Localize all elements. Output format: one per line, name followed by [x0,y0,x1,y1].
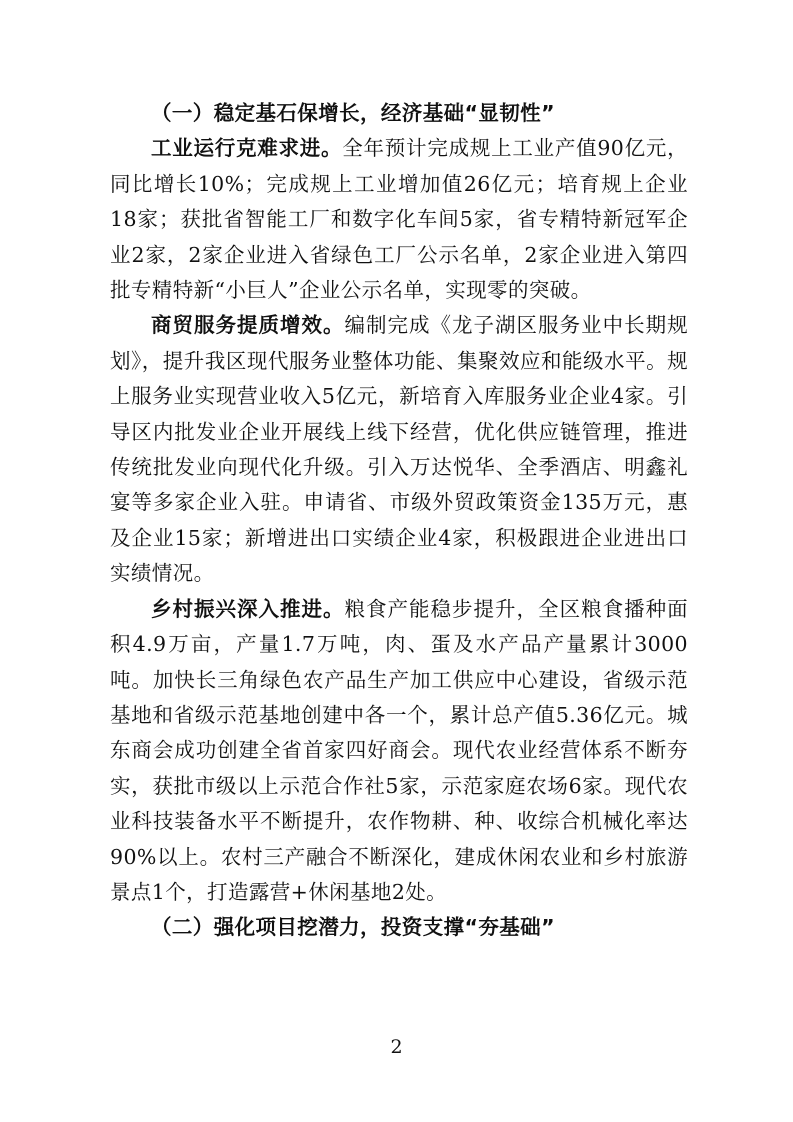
paragraph-commerce [110,308,688,591]
document-body [110,96,688,946]
paragraph-body: 粮食产能稳步提升，全区粮食播种面积4.9万亩，产量1.7万吨，肉、蛋及水产品产量累计3000吨。加快长三角绿色农产品生产加工供应中心建设，省级示范基地和省级示范基地创建中各一个，累计总产值5.36亿元。城东商会成功创建全省首家四好商会。现代农业经营体系不断夯实，获批市级以上示范合作社5家，示范家庭农场6家。现代农业科技装备水平不断提升，农作物耕、种、收综合机械化率达90%以上。农村三产融合不断深化，建成休闲农业和乡村旅游景点1个，打造露营+休闲基地2处。 [110,596,688,904]
paragraph-lead: 商贸服务提质增效。 [151,313,345,338]
paragraph-lead: 工业运行克难求进。 [151,136,343,161]
paragraph-rural [110,592,688,911]
section-heading-1: （一）稳定基石保增长，经济基础“显韧性” [151,101,555,125]
paragraph-body: 全年预计完成规上工业产值90亿元，同比增长10%；完成规上工业增加值26亿元；培育规上企业18家；获批省智能工厂和数字化车间5家，省专精特新冠军企业2家，2家企业进入省绿色工厂公示名单，2家企业进入第四批专精特新“小巨人”企业公示名单，实现零的突破。 [110,136,688,303]
page-number: 2 [390,1036,403,1058]
paragraph-industry [110,131,688,308]
paragraph-lead: 乡村振兴深入推进。 [151,596,345,621]
section-heading-2: （二）强化项目挖潜力，投资支撑“夯基础” [151,915,555,940]
paragraph-body: 编制完成《龙子湖区服务业中长期规划》，提升我区现代服务业整体功能、集聚效应和能级水平。规上服务业实现营业收入5亿元，新培育入库服务业企业4家。引导区内批发业企业开展线上线下经营，优化供应链管理，推进传统批发业向现代化升级。引入万达悦华、全季酒店、明鑫礼宴等多家企业入驻。申请省、市级外贸政策资金135万元，惠及企业15家；新增进出口实绩企业4家，积极跟进企业进出口实绩情况。 [110,313,688,586]
